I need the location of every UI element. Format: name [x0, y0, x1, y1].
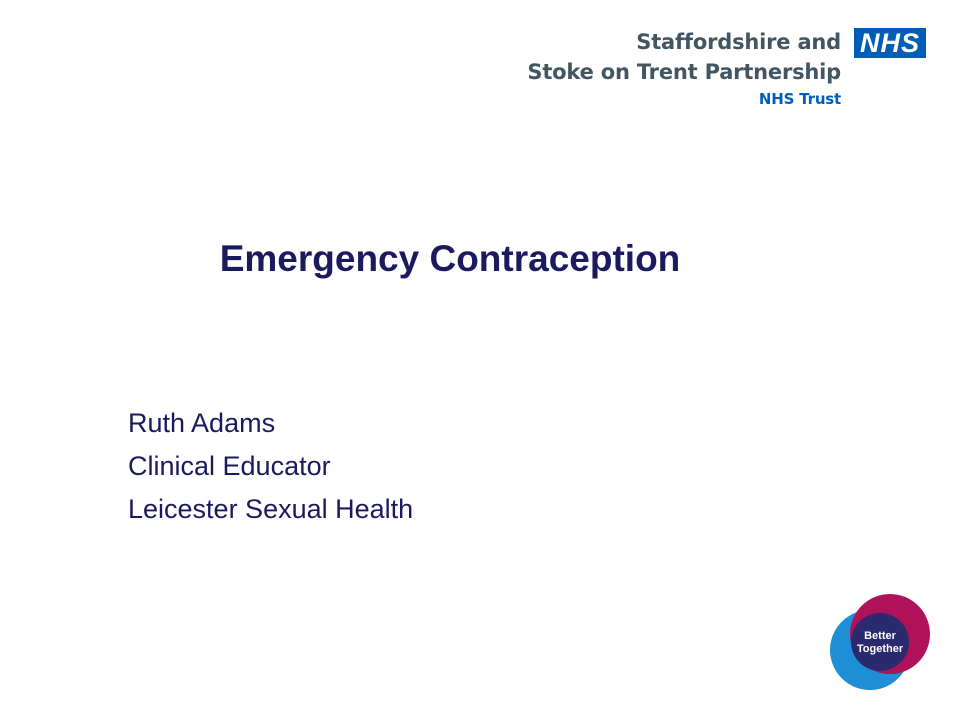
- presenter-role: Clinical Educator: [128, 451, 331, 481]
- presenter-block: [128, 402, 413, 531]
- trust-name-line-1: Staffordshire and: [636, 30, 841, 54]
- nhs-logo: NHS: [854, 28, 926, 58]
- better-together-logo: [830, 592, 930, 692]
- logo-text-line-2: Together: [856, 643, 904, 655]
- trust-name-line-3: NHS Trust: [758, 90, 841, 108]
- presenter-name: Ruth Adams: [128, 408, 276, 438]
- logo-text-line-1: Better: [864, 630, 896, 642]
- logo-center-circle: [851, 613, 909, 671]
- slide-title: Emergency Contraception: [219, 238, 681, 279]
- nhs-trust-header: [526, 26, 926, 116]
- trust-name-line-2: Stoke on Trent Partnership: [527, 60, 841, 84]
- presenter-organisation: Leicester Sexual Health: [128, 494, 414, 524]
